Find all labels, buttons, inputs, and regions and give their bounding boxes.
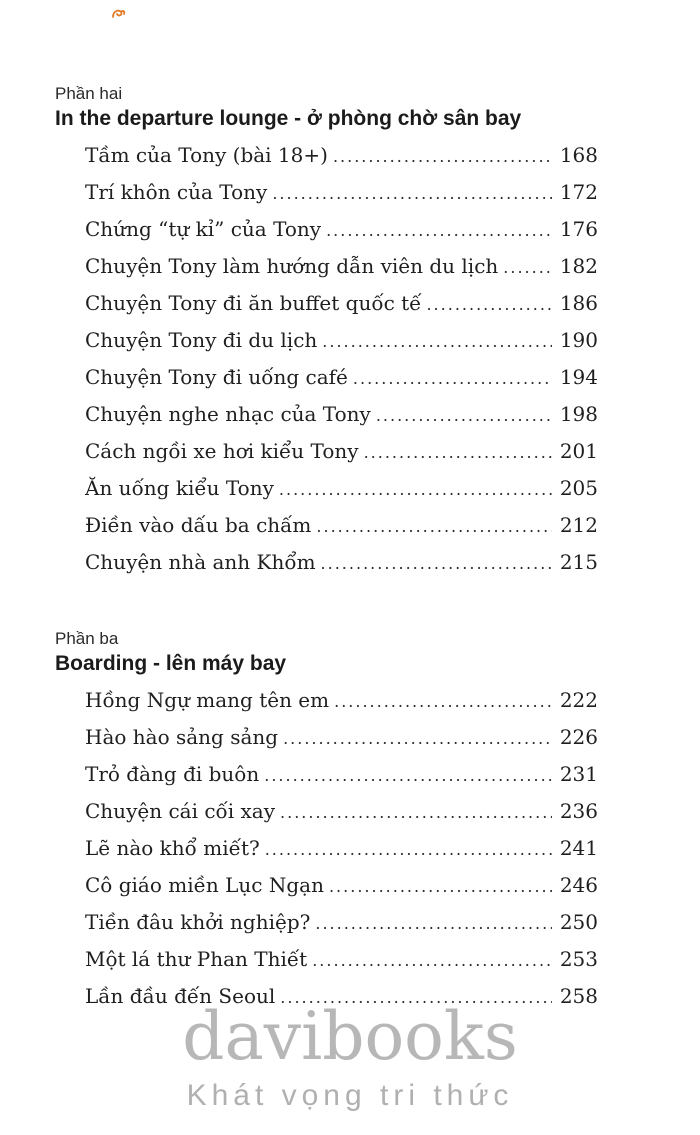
toc-entry-page: 236 [559,799,598,823]
dot-leader [376,406,552,425]
toc-entry-page: 198 [559,402,598,426]
dot-leader [426,295,552,314]
toc-entry-page: 250 [559,910,598,934]
toc-entry-title: Chuyện Tony đi du lịch [85,328,318,352]
toc-entry-page: 201 [559,439,598,463]
dot-leader [279,480,552,499]
toc-entry-title: Cách ngồi xe hơi kiểu Tony [85,439,359,463]
toc-entry [55,688,598,725]
toc-entry [55,439,598,476]
toc-entry-page: 231 [559,762,598,786]
dot-leader [364,443,552,462]
dot-leader [280,988,552,1007]
toc-entry [55,947,598,984]
part-label: Phần hai [55,84,123,103]
toc-entry-title: Điền vào dấu ba chấm [85,513,312,537]
dot-leader [333,147,552,166]
toc-entry-page: 241 [559,836,598,860]
entry-list [55,688,598,1021]
toc-entry-page: 222 [559,688,598,712]
toc-entry [55,180,598,217]
toc-entry [55,143,598,180]
toc-entry-page: 205 [559,476,598,500]
toc-entry [55,402,598,439]
dot-leader [503,258,552,277]
part-label: Phần ba [55,629,119,648]
entry-list [55,143,598,587]
corner-scribble-icon [110,6,128,22]
toc-entry-page: 172 [559,180,598,204]
toc-entry-page: 253 [559,947,598,971]
table-of-contents [55,84,598,1021]
section-title: Boarding - lên máy bay [55,652,287,675]
toc-entry-page: 186 [559,291,598,315]
dot-leader [334,692,552,711]
toc-entry-title: Tiền đâu khởi nghiệp? [85,910,311,934]
dot-leader [312,951,552,970]
toc-entry [55,365,598,402]
watermark-brand: davibooks [182,998,518,1075]
toc-entry [55,799,598,836]
toc-entry-title: Ăn uống kiểu Tony [85,476,274,500]
toc-entry-title: Tầm của Tony (bài 18+) [85,143,328,167]
toc-entry-page: 182 [559,254,598,278]
toc-entry-title: Lần đầu đến Seoul [85,984,276,1008]
dot-leader [265,840,552,859]
dot-leader [315,914,552,933]
toc-entry-title: Chuyện cái cối xay [85,799,276,823]
dot-leader [316,517,552,536]
dot-leader [264,766,552,785]
toc-entry-title: Chuyện nhà anh Khổm [85,550,316,574]
dot-leader [321,554,552,573]
toc-entry-page: 176 [559,217,598,241]
toc-entry-title: Chuyện nghe nhạc của Tony [85,402,371,426]
dot-leader [322,332,552,351]
dot-leader [283,729,552,748]
toc-entry [55,762,598,799]
toc-section-part-three [55,629,598,1021]
toc-entry [55,328,598,365]
toc-entry-page: 194 [559,365,598,389]
toc-entry-page: 212 [559,513,598,537]
dot-leader [272,184,552,203]
toc-entry-title: Chuyện Tony đi ăn buffet quốc tế [85,291,422,315]
toc-entry-title: Chuyện Tony làm hướng dẫn viên du lịch [85,254,499,278]
toc-entry [55,725,598,762]
toc-entry [55,836,598,873]
toc-entry-page: 246 [559,873,598,897]
toc-entry [55,984,598,1021]
dot-leader [280,803,552,822]
toc-entry-page: 168 [559,143,598,167]
toc-entry [55,476,598,513]
section-title: In the departure lounge - ở phòng chờ sân bay [55,107,522,130]
toc-entry-title: Cô giáo miền Lục Ngạn [85,873,324,897]
toc-entry-page: 215 [559,550,598,574]
toc-entry-title: Hồng Ngự mang tên em [85,688,330,712]
dot-leader [353,369,552,388]
toc-entry-title: Hào hào sảng sảng [85,725,279,749]
toc-entry [55,513,598,550]
toc-section-part-two [55,84,598,587]
toc-entry [55,873,598,910]
toc-entry-title: Trỏ đàng đi buôn [85,762,260,786]
dot-leader [329,877,552,896]
toc-entry-title: Lẽ nào khổ miết? [85,836,260,860]
toc-entry-title: Trí khôn của Tony [85,180,268,204]
toc-entry-page: 190 [559,328,598,352]
toc-entry [55,217,598,254]
dot-leader [326,221,552,240]
watermark-tagline: Khát vọng tri thức [186,1079,514,1113]
toc-entry-title: Chuyện Tony đi uống café [85,365,348,389]
toc-entry [55,910,598,947]
toc-entry [55,291,598,328]
toc-entry [55,550,598,587]
toc-entry-title: Chứng “tự kỉ” của Tony [85,217,322,241]
toc-entry-page: 258 [559,984,598,1008]
toc-entry-page: 226 [559,725,598,749]
toc-entry [55,254,598,291]
toc-entry-title: Một lá thư Phan Thiết [85,947,308,971]
